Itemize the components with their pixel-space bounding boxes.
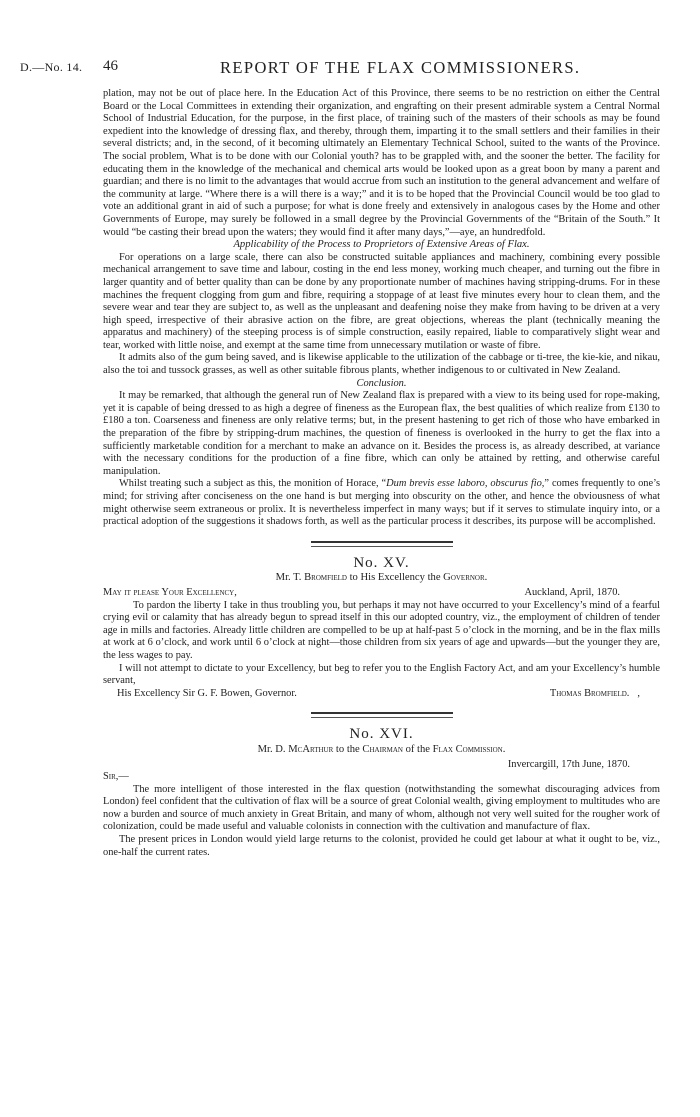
signature-row — [103, 688, 660, 701]
report-title: REPORT OF THE FLAX COMMISSIONERS. — [220, 58, 581, 77]
paragraph-gum: It admits also of the gum being saved, and is likewise applicable to the utilization of the cabbage or ti-tree, the kie-kie, and nikau, also the toi and tussock grasses, as well as other suitable fibrous plants, whether indigenous to or cultivated in New Zealand. — [103, 352, 660, 377]
letter-xv-body: To pardon the liberty I take in thus troubling you, but perhaps it may not have occurred to your Excellency’s mind of a fearful crying evil or calamity that has already begun to spread itself in this our adopted country, viz., the employment of children of tender age in mills and factories. Already little children are compelled to be up at half-past 5 o’clock in the morning, and be in the flax mills at work at 6 o’clock, and work until 6 o’clock at night—those children from six years of age and upwards—but the younger they are, the less wages to pay. — [103, 599, 660, 661]
salutation: May it please Your Excellency, — [103, 586, 237, 598]
signature-block — [550, 688, 640, 701]
subtitle-a: Mr. D. — [257, 743, 289, 755]
page-header — [20, 58, 680, 80]
section-xvi-subtitle — [103, 744, 660, 757]
subtitle-recipient: Governor — [443, 572, 485, 584]
letter-xv-closing: I will not attempt to dictate to your Excellency, but beg to refer you to the English Factory Act, and am your Excellency’s humble servant, — [103, 662, 660, 687]
section-number-xv: No. XV. — [353, 554, 410, 571]
salutation-row — [103, 587, 660, 600]
heading-applicability: Applicability of the Process to Proprietors of Extensive Areas of Flax. — [233, 239, 530, 251]
horace-text-b: ” comes frequently to one’s mind; for striving after conciseness on the one hand is but merging into obscurity on the other, and hence the obviousness of what might otherwise seem extraneous or prolix. It is nevertheless imperfect in many ways; but if it serves to stimulate inquiry into, or a practical adoption of the suggestions it shadows forth, as well as the particular process it describes, its purpose will be accomplished. — [103, 478, 661, 528]
document-body — [103, 88, 660, 859]
page-number: 46 — [103, 58, 118, 74]
subtitle-c: of the — [402, 743, 433, 755]
salutation: Sir,— — [103, 771, 129, 783]
signature: Thomas Bromfield. — [549, 687, 630, 699]
paragraph-operations: For operations on a large scale, there can also be constructed suitable appliances and machinery, combining every possible mechanical arrangement to save time and labour, costing in the end less money, working much cheaper, and turning out the fibre in larger quantity and of better quality than can be done by any proportionate number of machines having stripping-drums. For in these machines the frequent clogging from gum and fibre, requiring a stoppage of at least five minutes every hour to clean them, and the severe wear and tear they are subject to, as well as the unpleasant and deafening noise they make from having to be driven at a very high speed, irrespective of their abrasive action on the fibre, are great objections, whereas the plant (technically meaning the apparatus and machinery) of the steeping process is of simple construction, easily repaired, liable to comparatively slight wear and tear, worked with little noise, and exempt at the same time from unnecessary mutilation or waste of fibre. — [103, 251, 660, 351]
section-number-xvi: No. XVI. — [349, 726, 414, 743]
subtitle-b: to the — [333, 743, 363, 755]
letter-xvi-prices: The present prices in London would yield large returns to the colonist, provided he could get labour at what it ought to be, viz., one-half the current rates. — [103, 834, 660, 858]
heading-conclusion: Conclusion. — [356, 377, 407, 389]
horace-text-a: Whilst treating such a subject as this, the monition of Horace, “ — [119, 478, 387, 490]
paragraph-horace — [103, 478, 660, 528]
latin-quote: Dum brevis esse laboro, obscurus fio, — [386, 478, 545, 490]
place-date: Auckland, April, 1870. — [524, 586, 620, 598]
section-divider — [311, 712, 453, 718]
subtitle-a: Mr. T. — [275, 572, 305, 584]
subtitle-author: McArthur — [288, 743, 334, 755]
paragraph-education: plation, may not be out of place here. In the Education Act of this Province, there seems to be no restriction on either the Central Board or the Local Committees in extending their organization, and engrafting on their present admirable system a Central Normal School of Industrial Education, for the purpose, in the first place, of training such of the masters of their schools as may be found expedient into the knowledge of dressing flax, and thereby, through them, imparting it to the small settlers and their families in their several districts; and, in the second, of it becoming ultimately an Elementary Technical School, suited to the wants of the Province. The social problem, What is to be done with our Colonial youth? has to be grappled with, and the sooner the better. The facility for educating them in the knowledge of the mechanical and chemical arts would be looked upon as a great boon by many a parent and guardian; and there is no limit to the advantages that would accrue from such an institution to the general advancement and welfare of the community at large. “Where there is a will there is a way;” and it is to be hoped that the Provincial Council would be too glad to vote an additional grant in aid of such a purpose; for what is done freely and extensively in analogous cases by the Home and other Governments of Europe, may surely be followed in a small degree by the Provincial Governments of the “Britain of the South.” It would “be casting their bread upon the waters; they would find it after many days,”—aye, an hundredfold. — [103, 88, 660, 238]
subtitle-end: . — [484, 572, 488, 584]
signature-mark: , — [637, 687, 640, 699]
subtitle-chairman: Chairman — [362, 743, 403, 755]
letter-xvi-body: The more intelligent of those interested in the flax question (notwithstanding the somewhat discouraging advices from London) feel confident that the cultivation of flax will be a source of great Colonial wealth, giving employment to multitudes who are now a burden and source of much anxiety in Great Britain, and many of whom, although not very well suited for the rougher work of colonization, could be made useful and valuable colonists in connection with the cultivation and manufacture of flax. — [103, 783, 660, 833]
document-reference: D.—No. 14. — [20, 60, 83, 74]
subtitle-commission: Flax Commission — [432, 743, 503, 755]
subtitle-b: to His Excellency the — [346, 572, 444, 584]
place-date: Invercargill, 17th June, 1870. — [507, 758, 630, 770]
addressee: His Excellency Sir G. F. Bowen, Governor. — [117, 687, 297, 699]
subtitle-author: Bromfield — [304, 572, 347, 584]
section-divider — [311, 541, 453, 547]
paragraph-conclusion: It may be remarked, that although the general run of New Zealand flax is prepared with a view to its being used for rope-making, yet it is capable of being dressed to as high a degree of fineness as the European flax, the best qualities of which realize from £130 to £180 a ton. Coarseness and fineness are only relative terms; but, in the present hastening to get rich of those who have embarked in the preparation of the fibre by stripping-drum machines, the question of fineness is overlooked in the hurry to get the flax into a sufficiently marketable condition for a merchant to make an advance on it. Besides the process is, as already described, at variance with the necessary conditions for the production of a fine fibre, which can only be attained by retting, and otherwise careful manipulation. — [103, 390, 660, 477]
subtitle-end: . — [502, 743, 506, 755]
section-xv-subtitle — [103, 572, 660, 585]
